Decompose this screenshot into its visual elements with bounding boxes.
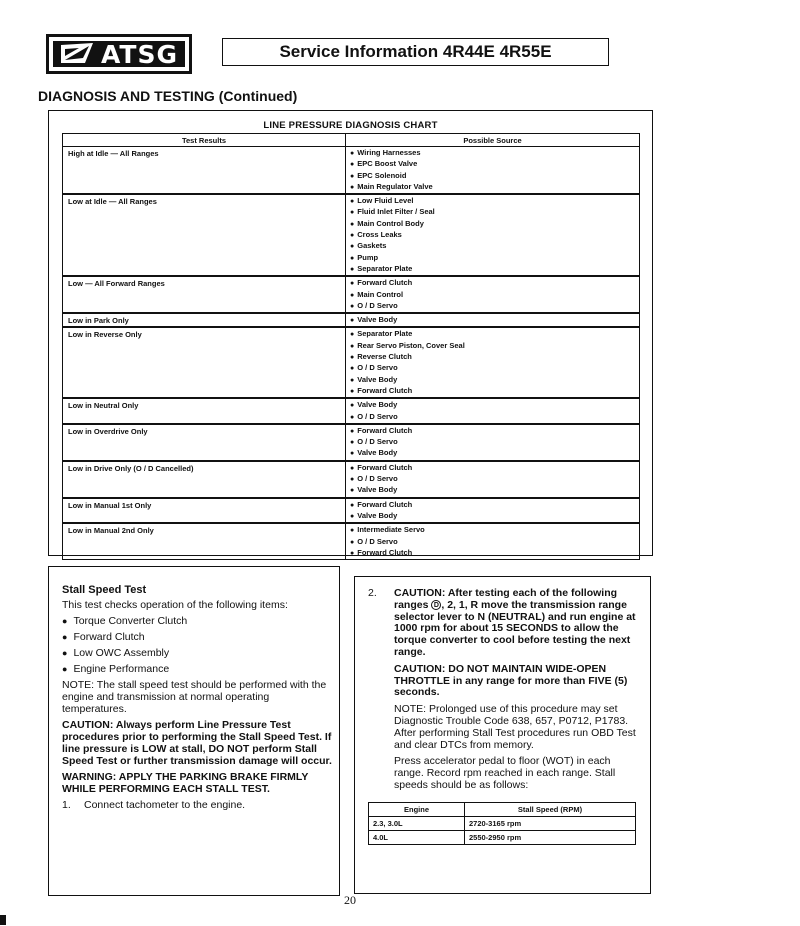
source-text: O / D Servo <box>357 411 398 421</box>
possible-source-cell <box>346 313 640 327</box>
table-row <box>63 424 640 461</box>
possible-source-cell <box>346 194 640 276</box>
source-text: Valve Body <box>357 448 398 458</box>
bullet-icon: ● <box>350 172 355 180</box>
source-text: Valve Body <box>357 374 398 384</box>
list-item: ● Low OWC Assembly <box>62 647 170 659</box>
possible-source-cell <box>346 147 640 195</box>
rpm-cell: 2720-3165 rpm <box>465 817 636 831</box>
source-list <box>350 426 639 460</box>
list-item: ● Torque Converter Clutch <box>62 615 188 627</box>
list-item <box>350 341 639 352</box>
page-number: 20 <box>344 893 356 907</box>
source-list <box>350 148 639 193</box>
table-row <box>63 327 640 398</box>
source-text: Separator Plate <box>357 329 413 339</box>
test-result-cell: Low — All Forward Ranges <box>63 276 346 313</box>
possible-source-cell <box>346 424 640 461</box>
logo-badge <box>53 41 185 67</box>
source-list <box>350 400 639 423</box>
test-result-cell: Low in Neutral Only <box>63 398 346 424</box>
throttle-caution: CAUTION: DO NOT MAINTAIN WIDE-OPEN THROTTLE in any range for more than FIVE (5) seconds. <box>394 662 628 699</box>
source-list <box>350 525 639 559</box>
list-item <box>350 196 639 207</box>
table-row <box>63 398 640 424</box>
list-item <box>350 412 639 423</box>
source-text: O / D Servo <box>357 363 398 373</box>
table-row <box>369 817 636 831</box>
source-text: Wiring Harnesses <box>357 148 421 157</box>
table-body <box>63 147 640 560</box>
chart-title: LINE PRESSURE DIAGNOSIS CHART <box>263 120 438 131</box>
list-item <box>350 426 639 437</box>
source-text: Fluid Inlet Filter / Seal <box>357 207 435 217</box>
drive-range-symbol-icon: D <box>431 600 441 610</box>
bullet-icon: ● <box>350 198 355 206</box>
line-pressure-table <box>62 133 640 560</box>
bullet-icon: ● <box>350 439 355 447</box>
bullet-icon: ● <box>350 354 355 362</box>
list-item <box>350 525 639 536</box>
test-result-cell: Low in Overdrive Only <box>63 424 346 461</box>
list-item <box>350 301 639 312</box>
stall-test-items <box>62 615 334 675</box>
table-row <box>63 523 640 559</box>
source-text: Forward Clutch <box>357 462 413 472</box>
test-result-cell: Low in Reverse Only <box>63 327 346 398</box>
source-text: Forward Clutch <box>357 385 413 395</box>
source-text: Valve Body <box>357 400 398 410</box>
source-text: Low Fluid Level <box>357 196 414 206</box>
source-text: Gaskets <box>357 241 387 251</box>
list-item <box>350 171 639 182</box>
source-text: Intermediate Servo <box>357 525 425 535</box>
list-item <box>350 148 639 159</box>
scan-corner-mark <box>0 915 6 925</box>
bullet-icon: ● <box>62 616 68 626</box>
list-item <box>350 219 639 230</box>
list-item <box>350 375 639 386</box>
bullet-icon: ● <box>350 365 355 373</box>
table-header-row <box>63 134 640 147</box>
source-text: O / D Servo <box>357 437 398 447</box>
list-item: ● Engine Performance <box>62 663 170 675</box>
test-result-cell: High at Idle — All Ranges <box>63 147 346 195</box>
step-2 <box>368 588 640 659</box>
bullet-icon: ● <box>350 512 355 520</box>
bullet-icon: ● <box>350 150 355 157</box>
source-text: O / D Servo <box>357 300 398 310</box>
source-list <box>350 278 639 312</box>
list-item <box>350 448 639 459</box>
bullet-icon: ● <box>350 232 355 240</box>
list-item <box>350 315 639 326</box>
test-result-cell: Low in Manual 1st Only <box>63 498 346 524</box>
list-item <box>350 363 639 374</box>
table-row <box>369 831 636 845</box>
bullet-icon: ● <box>350 464 355 472</box>
column-header-stall-speed: Stall Speed (RPM) <box>465 803 636 817</box>
source-text: Forward Clutch <box>357 547 413 557</box>
bullet-icon: ● <box>350 220 355 228</box>
list-item <box>350 437 639 448</box>
list-item <box>350 511 639 522</box>
source-text: O / D Servo <box>357 536 398 546</box>
bullet-icon: ● <box>350 342 355 350</box>
source-text: Main Control <box>357 289 404 299</box>
source-list <box>350 315 639 326</box>
source-text: Valve Body <box>357 485 398 495</box>
bullet-icon: ● <box>350 527 355 535</box>
stall-test-content <box>62 584 334 811</box>
dtc-note: NOTE: Prolonged use of this procedure may set Diagnostic Trouble Code 638, 657, P0712, P1783. After performing Stall Test procedures run OBD Test and clear DTCs from memory. <box>394 703 636 751</box>
possible-source-cell <box>346 276 640 313</box>
bullet-icon: ● <box>350 387 355 395</box>
step-1-text: Connect tachometer to the engine. <box>84 799 246 811</box>
table-row <box>63 276 640 313</box>
bullet-icon: ● <box>350 209 355 217</box>
step-2-caution: CAUTION: After testing each of the following ranges D , 2, 1, R move the transmission range selector lever to N (NEUTRAL) and run engine at 1000 rpm for about 15 SECONDS to allow the torque converter to cool before testing the next range. <box>394 587 636 658</box>
list-item: ● Forward Clutch <box>62 631 145 643</box>
source-text: O / D Servo <box>357 474 398 484</box>
engine-cell: 2.3, 3.0L <box>369 817 465 831</box>
source-text: EPC Boost Valve <box>357 159 418 169</box>
test-result-cell: Low in Manual 2nd Only <box>63 523 346 559</box>
bullet-icon: ● <box>350 427 355 435</box>
test-result-cell: Low at Idle — All Ranges <box>63 194 346 276</box>
source-list <box>350 500 639 523</box>
list-item <box>350 253 639 264</box>
bullet-icon: ● <box>350 331 355 339</box>
wing-emblem-icon <box>59 41 95 67</box>
step-2-number: 2. <box>368 587 377 599</box>
list-item <box>350 159 639 170</box>
column-header-engine: Engine <box>369 803 465 817</box>
source-text: Rear Servo Piston, Cover Seal <box>357 340 465 350</box>
table-row <box>63 147 640 195</box>
possible-source-cell <box>346 498 640 524</box>
bullet-icon: ● <box>350 413 355 421</box>
bullet-icon: ● <box>350 538 355 546</box>
column-header-possible-source: Possible Source <box>346 134 640 147</box>
bullet-icon: ● <box>350 487 355 495</box>
list-item <box>350 278 639 289</box>
list-item <box>350 500 639 511</box>
bullet-icon: ● <box>350 376 355 384</box>
list-item <box>350 207 639 218</box>
table-row <box>63 313 640 327</box>
stall-test-note: NOTE: The stall speed test should be performed with the engine and transmission at normal operating temperatures. <box>62 679 327 715</box>
list-item <box>350 241 639 252</box>
test-result-cell: Low in Drive Only (O / D Cancelled) <box>63 461 346 498</box>
bullet-icon: ● <box>62 664 68 674</box>
source-list <box>350 196 639 275</box>
stall-test-warning: WARNING: APPLY THE PARKING BRAKE FIRMLY WHILE PERFORMING EACH STALL TEST. <box>62 771 309 795</box>
stall-test-intro: This test checks operation of the following items: <box>62 599 288 611</box>
source-text: Pump <box>357 252 379 262</box>
list-item <box>350 290 639 301</box>
atsg-logo <box>46 34 192 74</box>
column-header-test-results: Test Results <box>63 134 346 147</box>
bullet-icon: ● <box>350 450 355 458</box>
table-row <box>63 498 640 524</box>
stall-procedure-content <box>368 588 640 797</box>
source-text: Cross Leaks <box>357 230 402 240</box>
bullet-icon: ● <box>350 317 355 325</box>
source-text: Forward Clutch <box>357 499 413 509</box>
list-item <box>350 548 639 559</box>
bullet-icon: ● <box>62 648 68 658</box>
list-item <box>350 230 639 241</box>
bullet-icon: ● <box>350 280 355 288</box>
list-item <box>350 329 639 340</box>
bullet-icon: ● <box>350 302 355 310</box>
bullet-icon: ● <box>350 476 355 484</box>
bullet-icon: ● <box>350 161 355 169</box>
stall-table-header-row <box>369 803 636 817</box>
source-text: Forward Clutch <box>357 278 413 288</box>
bullet-icon: ● <box>350 549 355 557</box>
source-text: Main Control Body <box>357 218 424 228</box>
bullet-icon: ● <box>350 243 355 251</box>
table-row <box>63 194 640 276</box>
bullet-icon: ● <box>62 632 68 642</box>
bullet-icon: ● <box>350 254 355 262</box>
source-list <box>350 463 639 497</box>
wot-instruction: Press accelerator pedal to floor (WOT) in each range. Record rpm reached in each range. Stall speeds should be as follows: <box>394 755 616 791</box>
possible-source-cell <box>346 523 640 559</box>
list-item <box>350 537 639 548</box>
list-item <box>350 352 639 363</box>
test-result-cell: Low in Park Only <box>63 313 346 327</box>
source-text: Main Regulator Valve <box>357 181 433 191</box>
bullet-icon: ● <box>350 291 355 299</box>
source-text: EPC Solenoid <box>357 170 407 180</box>
possible-source-cell <box>346 398 640 424</box>
step-1-number: 1. <box>62 799 71 811</box>
source-text: Reverse Clutch <box>357 352 412 362</box>
possible-source-cell <box>346 327 640 398</box>
list-item <box>350 463 639 474</box>
source-text: Valve Body <box>357 510 398 520</box>
source-text: Forward Clutch <box>357 425 413 435</box>
bullet-icon: ● <box>350 402 355 410</box>
bullet-icon: ● <box>350 265 355 273</box>
source-text: Valve Body <box>357 315 398 325</box>
table-row <box>63 461 640 498</box>
stall-test-heading: Stall Speed Test <box>62 584 147 596</box>
list-item <box>350 264 639 275</box>
logo-text: ATSG <box>101 39 178 69</box>
stall-speed-table <box>368 802 636 845</box>
possible-source-cell <box>346 461 640 498</box>
bullet-icon: ● <box>350 183 355 191</box>
bullet-icon: ● <box>350 501 355 509</box>
source-list <box>350 329 639 397</box>
stall-test-caution: CAUTION: Always perform Line Pressure Test procedures prior to performing the Stall Speed Test. If line pressure is LOW at stall, DO NOT perform Stall Speed Test or further transmission damage will occur. <box>62 719 332 767</box>
step-1 <box>62 799 334 811</box>
page-title: Service Information 4R44E 4R55E <box>222 38 609 66</box>
rpm-cell: 2550-2950 rpm <box>465 831 636 845</box>
engine-cell: 4.0L <box>369 831 465 845</box>
list-item <box>350 485 639 496</box>
list-item <box>350 386 639 397</box>
list-item <box>350 400 639 411</box>
list-item <box>350 474 639 485</box>
list-item <box>350 182 639 193</box>
section-heading: DIAGNOSIS AND TESTING (Continued) <box>38 88 298 104</box>
source-text: Separator Plate <box>357 263 413 273</box>
